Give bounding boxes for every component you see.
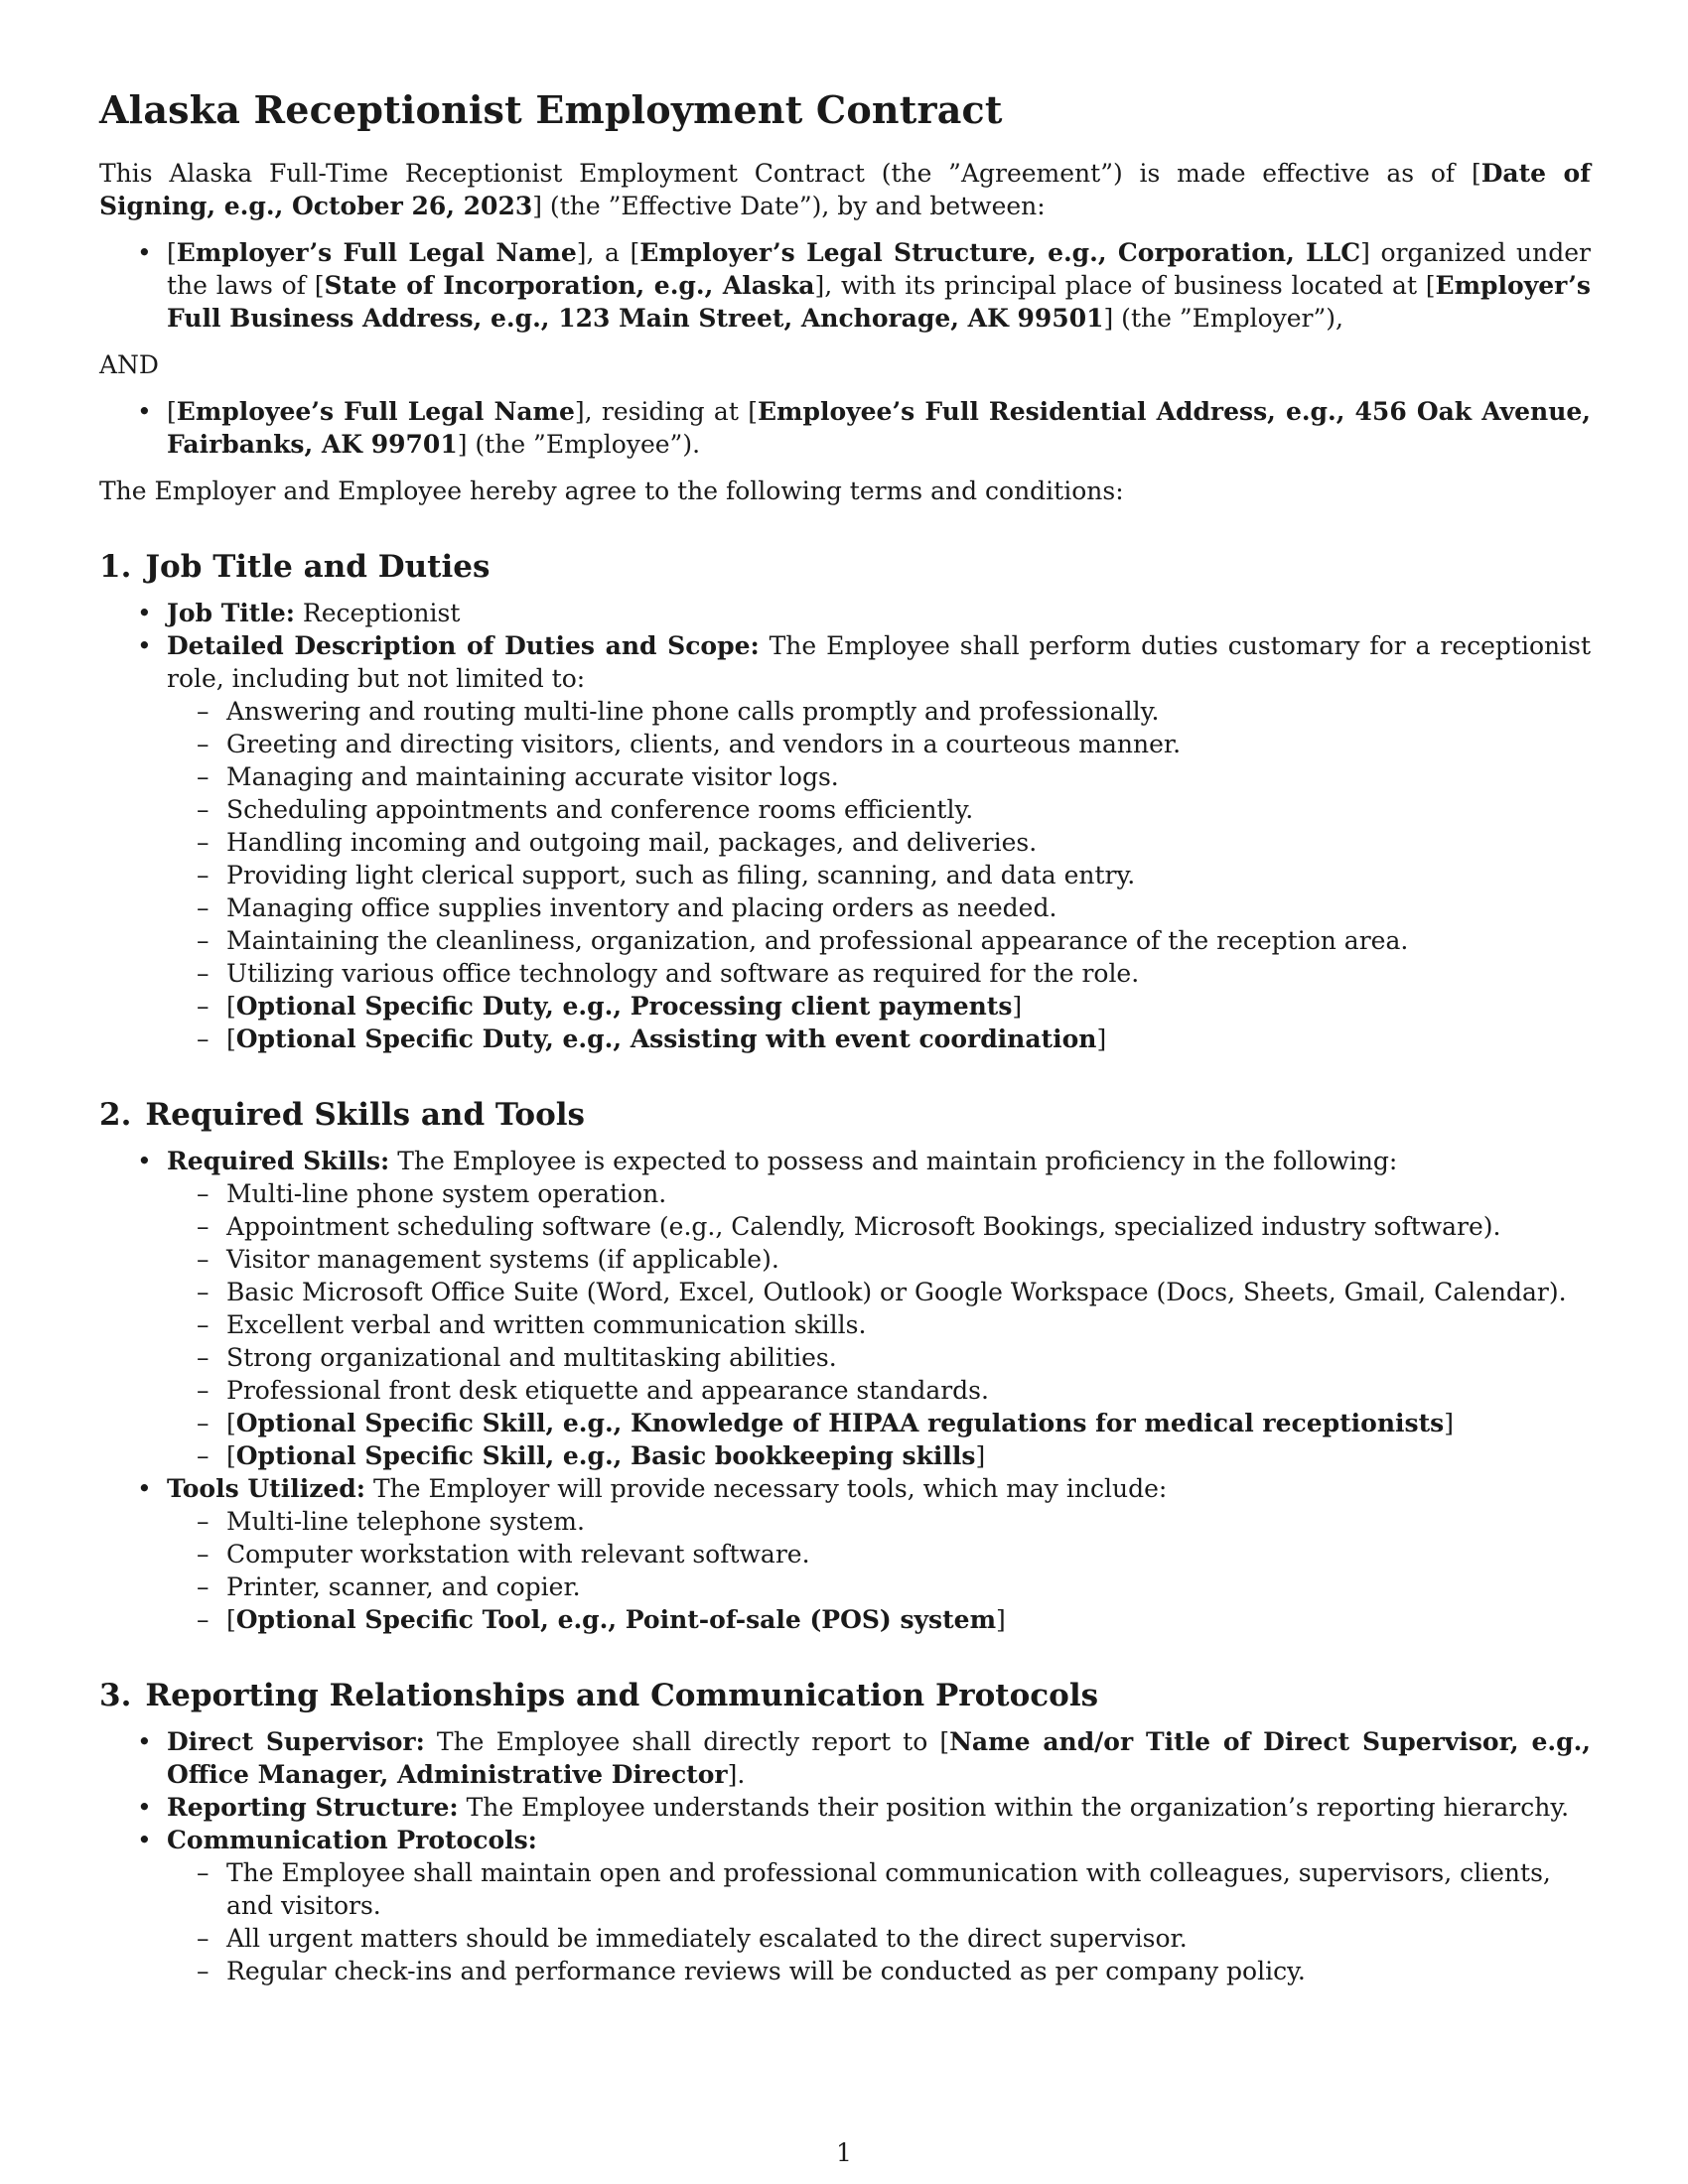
placeholder-date: Date of Signing, e.g., October 26, 2023 bbox=[99, 159, 1591, 220]
list-item: – Printer, scanner, and copier. bbox=[226, 1570, 1591, 1603]
document-page bbox=[99, 87, 1591, 2001]
section-1-list bbox=[99, 597, 1591, 1055]
list-item: – Regular check-ins and performance reviews will be conducted as per company policy. bbox=[226, 1955, 1591, 1987]
list-item: – Multi-line phone system operation. bbox=[226, 1177, 1591, 1210]
section-1-heading: 1. Job Title and Duties bbox=[99, 549, 491, 585]
placeholder-legal-structure: Employer’s Legal Structure, e.g., Corporation, LLC bbox=[639, 238, 1361, 267]
list-item: – Excellent verbal and written communication skills. bbox=[226, 1308, 1591, 1341]
placeholder-employer-address: Employer’s Full Business Address, e.g., 123 Main Street, Anchorage, AK 99501 bbox=[167, 271, 1591, 333]
section-3-list bbox=[99, 1725, 1591, 1987]
list-item: – The Employee shall maintain open and professional communication with colleagues, supervisors, clients, and visitors. bbox=[226, 1856, 1591, 1922]
list-item: – Basic Microsoft Office Suite (Word, Excel, Outlook) or Google Workspace (Docs, Sheets, Gmail, Calendar). bbox=[226, 1276, 1591, 1308]
agreement-statement: The Employer and Employee hereby agree to the following terms and conditions: bbox=[99, 477, 1124, 505]
placeholder-state: State of Incorporation, e.g., Alaska bbox=[324, 271, 815, 300]
section-2-list bbox=[99, 1145, 1591, 1636]
list-item: – Professional front desk etiquette and appearance standards. bbox=[226, 1374, 1591, 1407]
optional-tool-1: – [Optional Specific Tool, e.g., Point-of-sale (POS) system] bbox=[226, 1603, 1591, 1636]
list-item: – Providing light clerical support, such as filing, scanning, and data entry. bbox=[226, 859, 1591, 891]
list-item: – Strong organizational and multitasking abilities. bbox=[226, 1341, 1591, 1374]
section-3-heading: 3. Reporting Relationships and Communication Protocols bbox=[99, 1678, 1099, 1713]
list-item: – Managing office supplies inventory and placing orders as needed. bbox=[226, 891, 1591, 924]
optional-duty-2: – [Optional Specific Duty, e.g., Assisting with event coordination] bbox=[226, 1023, 1591, 1055]
list-item: – Managing and maintaining accurate visitor logs. bbox=[226, 760, 1591, 793]
list-item: – Computer workstation with relevant software. bbox=[226, 1538, 1591, 1570]
duties-sublist bbox=[167, 695, 1591, 1055]
reporting-structure-item: • Reporting Structure: The Employee understands their position within the organization’s reporting hierarchy. bbox=[167, 1791, 1591, 1824]
optional-duty-1: – [Optional Specific Duty, e.g., Processing client payments] bbox=[226, 990, 1591, 1023]
list-item: – Scheduling appointments and conference rooms efficiently. bbox=[226, 793, 1591, 826]
skills-sublist bbox=[167, 1177, 1591, 1472]
employee-list bbox=[99, 395, 1591, 461]
placeholder-employee-name: Employee’s Full Legal Name bbox=[176, 397, 575, 426]
employer-item: • [Employer’s Full Legal Name], a [Employer’s Legal Structure, e.g., Corporation, LLC] organized under the laws of [State of Incorporation, e.g., Alaska], with its principal place of business located at [Employer’s Full Business Address, e.g., 123 Main Street, Anchorage, AK 99501] (the ”Employer”), bbox=[167, 236, 1591, 335]
placeholder-employee-address: Employee’s Full Residential Address, e.g., 456 Oak Avenue, Fairbanks, AK 99701 bbox=[167, 397, 1591, 459]
list-item: – All urgent matters should be immediately escalated to the direct supervisor. bbox=[226, 1922, 1591, 1955]
and-separator: AND bbox=[99, 350, 159, 379]
page-number: 1 bbox=[836, 2138, 852, 2167]
page-title: Alaska Receptionist Employment Contract bbox=[99, 87, 1003, 132]
intro-paragraph: This Alaska Full-Time Receptionist Employment Contract (the ”Agreement”) is made effective as of [Date of Signing, e.g., October 26, 2023] (the ”Effective Date”), by and between: bbox=[99, 159, 1591, 220]
list-item: – Utilizing various office technology and software as required for the role. bbox=[226, 957, 1591, 990]
section-2-heading: 2. Required Skills and Tools bbox=[99, 1097, 586, 1133]
optional-skill-1: – [Optional Specific Skill, e.g., Knowledge of HIPAA regulations for medical receptionists] bbox=[226, 1407, 1591, 1439]
list-item: – Multi-line telephone system. bbox=[226, 1505, 1591, 1538]
list-item: – Handling incoming and outgoing mail, packages, and deliveries. bbox=[226, 826, 1591, 859]
optional-skill-2: – [Optional Specific Skill, e.g., Basic bookkeeping skills] bbox=[226, 1439, 1591, 1472]
skills-item: • Required Skills: The Employee is expected to possess and maintain proficiency in the following: – Multi-line phone system operation. – Appointment scheduling software (e.g., Calendly, Microsoft Bookings, specialized industry software). – Visitor management systems (if applicable). – Basic Microsoft Office Suite (Word, Excel, Outlook) or Google Workspace (Docs, Sheets, Gmail, Calendar). – Excellent verbal and written communication skills. – Strong organizational and multitasking abilities. – Professional front desk etiquette and appearance standards. – [Optional Specific Skill, e.g., Knowledge of HIPAA regulations for medical receptionists] – [Optional Specific Skill, e.g., Basic bookkeeping skills] bbox=[167, 1145, 1591, 1472]
placeholder-supervisor: Name and/or Title of Direct Supervisor, e.g., Office Manager, Administrative Director bbox=[167, 1727, 1591, 1789]
duties-item: • Detailed Description of Duties and Scope: The Employee shall perform duties customary for a receptionist role, including but not limited to: – Answering and routing multi-line phone calls promptly and professionally. – Greeting and directing visitors, clients, and vendors in a courteous manner. – Managing and maintaining accurate visitor logs. – Scheduling appointments and conference rooms efficiently. – Handling incoming and outgoing mail, packages, and deliveries. – Providing light clerical support, such as filing, scanning, and data entry. – Managing office supplies inventory and placing orders as needed. – Maintaining the cleanliness, organization, and professional appearance of the reception area. – Utilizing various office technology and software as required for the role. – [Optional Specific Duty, e.g., Processing client payments] – [Optional Specific Duty, e.g., Assisting with event coordination] bbox=[167, 629, 1591, 1055]
supervisor-item: • Direct Supervisor: The Employee shall directly report to [Name and/or Title of Direct Supervisor, e.g., Office Manager, Administrative Director]. bbox=[167, 1725, 1591, 1791]
communication-sublist bbox=[167, 1856, 1591, 1987]
list-item: – Visitor management systems (if applicable). bbox=[226, 1243, 1591, 1276]
tools-sublist bbox=[167, 1505, 1591, 1636]
job-title-item: • Job Title: Receptionist bbox=[167, 597, 1591, 629]
employee-item: • [Employee’s Full Legal Name], residing at [Employee’s Full Residential Address, e.g., 456 Oak Avenue, Fairbanks, AK 99701] (the ”Employee”). bbox=[167, 395, 1591, 461]
list-item: – Appointment scheduling software (e.g., Calendly, Microsoft Bookings, specialized industry software). bbox=[226, 1210, 1591, 1243]
communication-item: • Communication Protocols: – The Employee shall maintain open and professional communication with colleagues, supervisors, clients, and visitors. – All urgent matters should be immediately escalated to the direct supervisor. – Regular check-ins and performance reviews will be conducted as per company policy. bbox=[167, 1824, 1591, 1987]
tools-item: • Tools Utilized: The Employer will provide necessary tools, which may include: – Multi-line telephone system. – Computer workstation with relevant software. – Printer, scanner, and copier. – [Optional Specific Tool, e.g., Point-of-sale (POS) system] bbox=[167, 1472, 1591, 1636]
list-item: – Greeting and directing visitors, clients, and vendors in a courteous manner. bbox=[226, 728, 1591, 760]
list-item: – Answering and routing multi-line phone calls promptly and professionally. bbox=[226, 695, 1591, 728]
placeholder-employer-name: Employer’s Full Legal Name bbox=[176, 238, 577, 267]
list-item: – Maintaining the cleanliness, organization, and professional appearance of the reception area. bbox=[226, 924, 1591, 957]
employer-list bbox=[99, 236, 1591, 335]
